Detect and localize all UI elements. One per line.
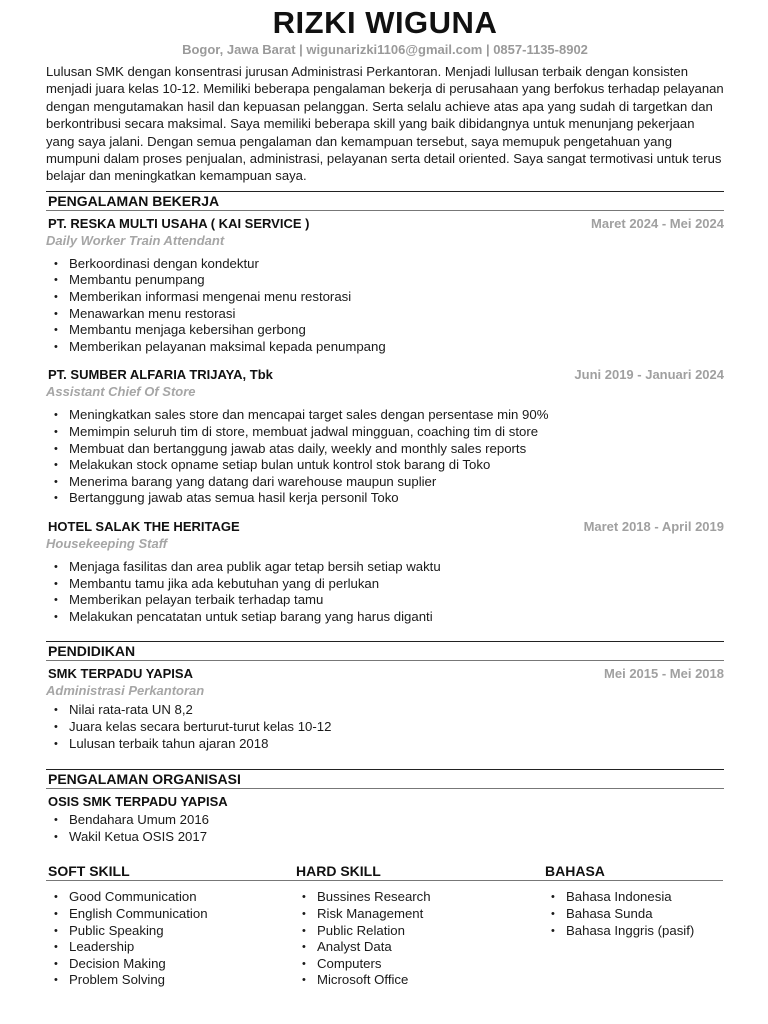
profile-summary: Lulusan SMK dengan konsentrasi jurusan Administrasi Perkantoran. Menjadi lullusan terbaik dengan konsisten menjadi juara kelas 10-12. Memiliki beberapa pengalaman bekerja di perusahaan yang berfokus terhadap pelayanan dengan mengutamakan hasil dan kepuasan pelanggan. Serta selalu achieve atas apa yang sudah di targetkan dan berkontribusi secara maksimal. Saya memiliki beberapa skill yang baik dibidangnya untuk menunjang pekerjaan yang saya jalani. Dengan semua pengalaman dan kemampuan tersebut, saya memupuk pengetahuan yang mumpuni dalam proses penjualan, administrasi, pelayanan serta detail oriented. Saya sangat termotivasi untuk terus belajar dan meningkatkan kemampuan saya. bbox=[46, 64, 724, 184]
education-date: Mei 2015 - Mei 2018 bbox=[604, 666, 724, 682]
hard-skill-column bbox=[294, 863, 543, 989]
list-item: • Memberikan pelayanan maksimal kepada penumpang bbox=[54, 339, 724, 356]
language-column bbox=[543, 863, 723, 989]
job-duties bbox=[46, 407, 724, 507]
list-item: • Bahasa Indonesia bbox=[551, 889, 723, 906]
organization-roles bbox=[46, 812, 724, 845]
list-item: • Lulusan terbaik tahun ajaran 2018 bbox=[54, 736, 724, 753]
education-major: Administrasi Perkantoran bbox=[46, 683, 205, 699]
list-item: • Memberikan informasi mengenai menu restorasi bbox=[54, 289, 724, 306]
list-item: • Nilai rata-rata UN 8,2 bbox=[54, 702, 724, 719]
job-date: Maret 2024 - Mei 2024 bbox=[591, 215, 724, 231]
list-item: • Menawarkan menu restorasi bbox=[54, 306, 724, 323]
organization-header bbox=[46, 794, 724, 809]
list-item: • Meningkatkan sales store dan mencapai target sales dengan persentase min 90% bbox=[54, 407, 724, 424]
list-item: • Problem Solving bbox=[54, 972, 294, 989]
list-item: • Menerima barang yang datang dari warehouse maupun suplier bbox=[54, 474, 724, 491]
language-title: BAHASA bbox=[543, 863, 723, 881]
job-entry-alfaria bbox=[46, 367, 724, 507]
list-item: • Berkoordinasi dengan kondektur bbox=[54, 256, 724, 273]
job-role: Housekeeping Staff bbox=[46, 535, 168, 551]
hard-skill-title: HARD SKILL bbox=[294, 863, 543, 881]
list-item: • Menjaga fasilitas dan area publik agar tetap bersih setiap waktu bbox=[54, 559, 724, 576]
list-item: • Wakil Ketua OSIS 2017 bbox=[54, 829, 724, 846]
list-item: • Risk Management bbox=[302, 906, 543, 923]
education-entry bbox=[46, 666, 724, 752]
list-item: • Computers bbox=[302, 956, 543, 973]
organization-name: OSIS SMK TERPADU YAPISA bbox=[48, 794, 228, 810]
job-company: PT. SUMBER ALFARIA TRIJAYA, Tbk bbox=[48, 367, 273, 383]
list-item: • Melakukan pencatatan untuk setiap barang yang harus diganti bbox=[54, 609, 724, 626]
organization-entry bbox=[46, 794, 724, 845]
section-title-education: PENDIDIKAN bbox=[46, 641, 724, 661]
list-item: • Membantu tamu jika ada kebutuhan yang di perlukan bbox=[54, 576, 724, 593]
language-list bbox=[543, 889, 723, 939]
job-company: PT. RESKA MULTI USAHA ( KAI SERVICE ) bbox=[48, 215, 310, 231]
section-title-organization: PENGALAMAN ORGANISASI bbox=[46, 769, 724, 789]
job-date: Juni 2019 - Januari 2024 bbox=[574, 367, 724, 383]
list-item: • Melakukan stock opname setiap bulan untuk kontrol stok barang di Toko bbox=[54, 457, 724, 474]
soft-skill-column bbox=[46, 863, 294, 989]
list-item: • Public Speaking bbox=[54, 923, 294, 940]
job-role: Assistant Chief Of Store bbox=[46, 384, 196, 400]
list-item: • Decision Making bbox=[54, 956, 294, 973]
list-item: • Good Communication bbox=[54, 889, 294, 906]
list-item: • Bertanggung jawab atas semua hasil kerja personil Toko bbox=[54, 490, 724, 507]
job-duties bbox=[46, 559, 724, 625]
job-header bbox=[46, 367, 724, 382]
list-item: • Microsoft Office bbox=[302, 972, 543, 989]
list-item: • Bahasa Inggris (pasif) bbox=[551, 923, 723, 940]
candidate-name: RIZKI WIGUNA bbox=[272, 5, 498, 40]
job-date: Maret 2018 - April 2019 bbox=[583, 518, 724, 534]
skills-section bbox=[46, 863, 724, 989]
education-header bbox=[46, 666, 724, 681]
list-item: • Leadership bbox=[54, 939, 294, 956]
list-item: • Membantu menjaga kebersihan gerbong bbox=[54, 322, 724, 339]
hard-skill-list bbox=[294, 889, 543, 989]
education-achievements bbox=[46, 702, 724, 752]
job-company: HOTEL SALAK THE HERITAGE bbox=[48, 518, 240, 534]
list-item: • Juara kelas secara berturut-turut kelas 10-12 bbox=[54, 719, 724, 736]
school-name: SMK TERPADU YAPISA bbox=[48, 666, 193, 682]
list-item: • Bendahara Umum 2016 bbox=[54, 812, 724, 829]
list-item: • Public Relation bbox=[302, 923, 543, 940]
list-item: • Bussines Research bbox=[302, 889, 543, 906]
soft-skill-list bbox=[46, 889, 294, 989]
section-title-work: PENGALAMAN BEKERJA bbox=[46, 191, 724, 211]
list-item: • Memimpin seluruh tim di store, membuat jadwal mingguan, coaching tim di store bbox=[54, 424, 724, 441]
job-entry-kai bbox=[46, 216, 724, 356]
job-header bbox=[46, 216, 724, 231]
list-item: • Analyst Data bbox=[302, 939, 543, 956]
list-item: • English Communication bbox=[54, 906, 294, 923]
list-item: • Bahasa Sunda bbox=[551, 906, 723, 923]
job-entry-hotel bbox=[46, 519, 724, 625]
list-item: • Memberikan pelayan terbaik terhadap tamu bbox=[54, 592, 724, 609]
list-item: • Membantu penumpang bbox=[54, 272, 724, 289]
job-duties bbox=[46, 256, 724, 356]
list-item: • Membuat dan bertanggung jawab atas daily, weekly and monthly sales reports bbox=[54, 441, 724, 458]
job-role: Daily Worker Train Attendant bbox=[46, 232, 225, 248]
contact-line: Bogor, Jawa Barat | wigunarizki1106@gmail.com | 0857-1135-8902 bbox=[182, 42, 588, 57]
job-header bbox=[46, 519, 724, 534]
soft-skill-title: SOFT SKILL bbox=[46, 863, 294, 881]
